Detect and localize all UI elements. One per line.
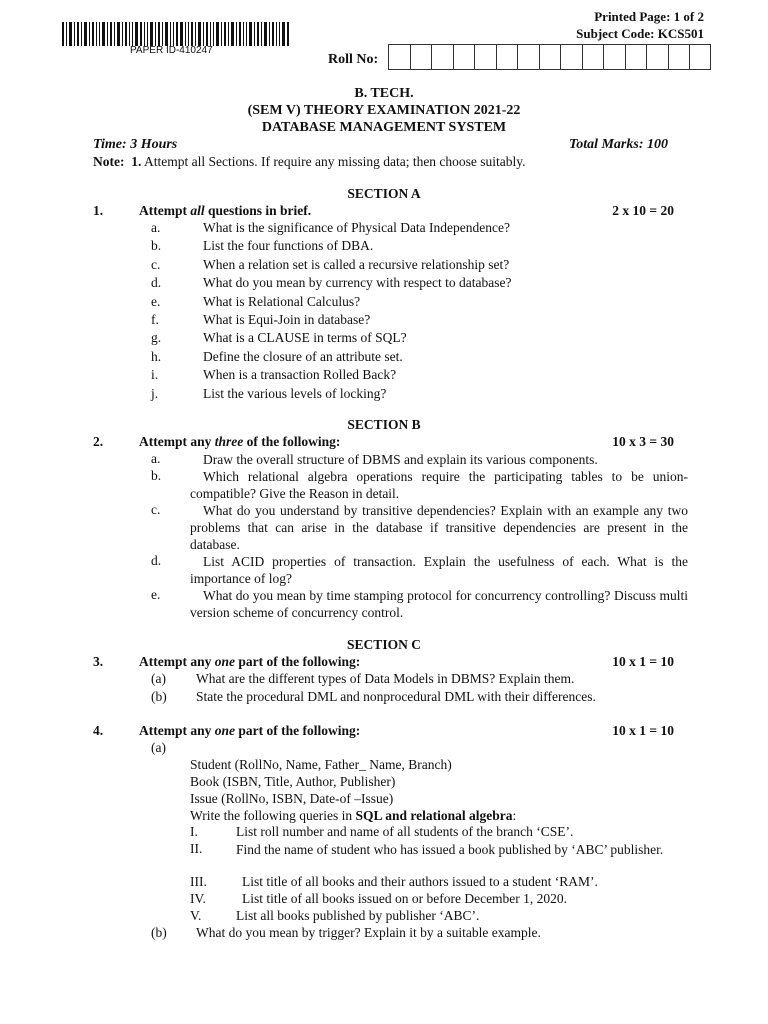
q2-label-a: a. <box>151 451 161 466</box>
printed-page: Printed Page: 1 of 2 <box>594 9 704 24</box>
note-text: Attempt all Sections. If require any missing data; then choose suitably. <box>144 154 526 169</box>
query-text-1: List roll number and name of all students of the branch ‘CSE’. <box>236 824 574 839</box>
q4-label-a: (a) <box>151 740 166 755</box>
subject-code: Subject Code: KCS501 <box>576 26 704 41</box>
q3-number: 3. <box>93 654 104 669</box>
q1-text-b: List the four functions of DBA. <box>203 238 374 254</box>
q1-label-d: d. <box>151 275 162 291</box>
q1-text-c: When a relation set is called a recursive relationship set? <box>203 256 510 272</box>
schema-book: Book (ISBN, Title, Author, Publisher) <box>190 774 396 789</box>
q2-text-d: List ACID properties of transaction. Explain the usefulness of each. What is the importance of log? <box>190 554 688 586</box>
q1-instruction: Attempt all questions in brief. <box>139 203 312 218</box>
time-label: Time: 3 Hours <box>93 137 178 152</box>
q4-marks: 10 x 1 = 10 <box>612 723 674 738</box>
q2-label-b: b. <box>151 468 162 483</box>
q3-text-b: State the procedural DML and nonprocedural DML with their differences. <box>196 689 596 704</box>
query-label-2: II. <box>190 841 203 856</box>
q3-instruction: Attempt any one part of the following: <box>139 654 361 669</box>
q1-label-h: h. <box>151 348 162 364</box>
q1-label-b: b. <box>151 238 162 254</box>
q1-label-c: c. <box>151 256 161 272</box>
query-label-5: V. <box>190 908 202 923</box>
q2-text-b: Which relational algebra operations require the participating tables to be union-compatible? Give the Reason in detail. <box>190 469 688 501</box>
write-queries-instruction: Write the following queries in SQL and relational algebra: <box>190 808 517 823</box>
q2-label-d: d. <box>151 553 162 568</box>
q3-marks: 10 x 1 = 10 <box>612 654 674 669</box>
q4-label-b: (b) <box>151 925 167 940</box>
q2-text-a: Draw the overall structure of DBMS and explain its various components. <box>203 452 598 467</box>
q1-label-f: f. <box>151 312 159 327</box>
query-text-2: Find the name of student who has issued a book published by ‘ABC’ publisher. <box>236 842 664 857</box>
q1-label-g: g. <box>151 330 162 346</box>
q1-marks: 2 x 10 = 20 <box>612 203 674 218</box>
q2-number: 2. <box>93 434 104 449</box>
q1-text-j: List the various levels of locking? <box>203 385 387 401</box>
title-line-3: DATABASE MANAGEMENT SYSTEM <box>261 120 507 135</box>
q1-text-d: What do you mean by currency with respect to database? <box>203 275 512 291</box>
q2-text-e: What do you mean by time stamping protocol for concurrency controlling? Discuss multi version scheme of concurrency control. <box>190 588 688 620</box>
paper-id: PAPER ID-410247 <box>130 45 213 56</box>
q1-text-i: When is a transaction Rolled Back? <box>203 367 397 383</box>
q1-label-a: a. <box>151 220 161 235</box>
title-line-2: (SEM V) THEORY EXAMINATION 2021-22 <box>247 103 521 118</box>
q1-text-e: What is Relational Calculus? <box>203 293 361 309</box>
q4-instruction: Attempt any one part of the following: <box>139 723 361 738</box>
q1-number: 1. <box>93 203 104 218</box>
title-line-1: B. TECH. <box>354 86 414 101</box>
query-label-1: I. <box>190 824 198 839</box>
q3-label-b: (b) <box>151 689 167 704</box>
q1-text-a: What is the significance of Physical Data Independence? <box>203 220 510 235</box>
schema-student: Student (RollNo, Name, Father_ Name, Branch) <box>190 757 452 772</box>
q1-text-f: What is Equi-Join in database? <box>203 312 371 327</box>
q1-text-g: What is a CLAUSE in terms of SQL? <box>203 330 407 346</box>
q2-text-c: What do you understand by transitive dependencies? Explain with an example any two problems that can arise in the database if transitive dependencies are present in the database. <box>190 503 688 552</box>
query-text-3: List title of all books and their authors issued to a student ‘RAM’. <box>242 874 598 889</box>
q4-number: 4. <box>93 723 104 738</box>
q2-instruction: Attempt any three of the following: <box>139 434 341 449</box>
q2-label-c: c. <box>151 502 161 517</box>
q1-label-e: e. <box>151 293 161 309</box>
query-label-3: III. <box>190 874 207 889</box>
q4-text-b: What do you mean by trigger? Explain it by a suitable example. <box>196 925 541 940</box>
q2-label-e: e. <box>151 587 161 602</box>
query-text-5: List all books published by publisher ‘ABC’. <box>236 908 480 923</box>
roll-no-boxes[interactable] <box>388 44 711 70</box>
query-text-4: List title of all books issued on or before December 1, 2020. <box>242 891 568 906</box>
section-c-heading: SECTION C <box>347 637 421 652</box>
schema-issue: Issue (RollNo, ISBN, Date-of –Issue) <box>190 791 394 806</box>
query-label-4: IV. <box>190 891 206 906</box>
q1-text-h: Define the closure of an attribute set. <box>203 348 403 364</box>
section-a-heading: SECTION A <box>347 186 421 201</box>
total-marks: Total Marks: 100 <box>568 137 668 152</box>
q3-text-a: What are the different types of Data Models in DBMS? Explain them. <box>196 671 575 686</box>
q3-label-a: (a) <box>151 671 166 686</box>
note-number: 1. <box>131 154 142 169</box>
section-b-heading: SECTION B <box>347 417 421 432</box>
barcode <box>62 22 290 46</box>
note-label: Note: <box>93 154 125 169</box>
q2-marks: 10 x 3 = 30 <box>612 434 674 449</box>
q1-label-i: i. <box>151 367 159 383</box>
note <box>93 154 526 170</box>
roll-no-label: Roll No: <box>328 52 379 67</box>
q1-label-j: j. <box>151 385 159 401</box>
